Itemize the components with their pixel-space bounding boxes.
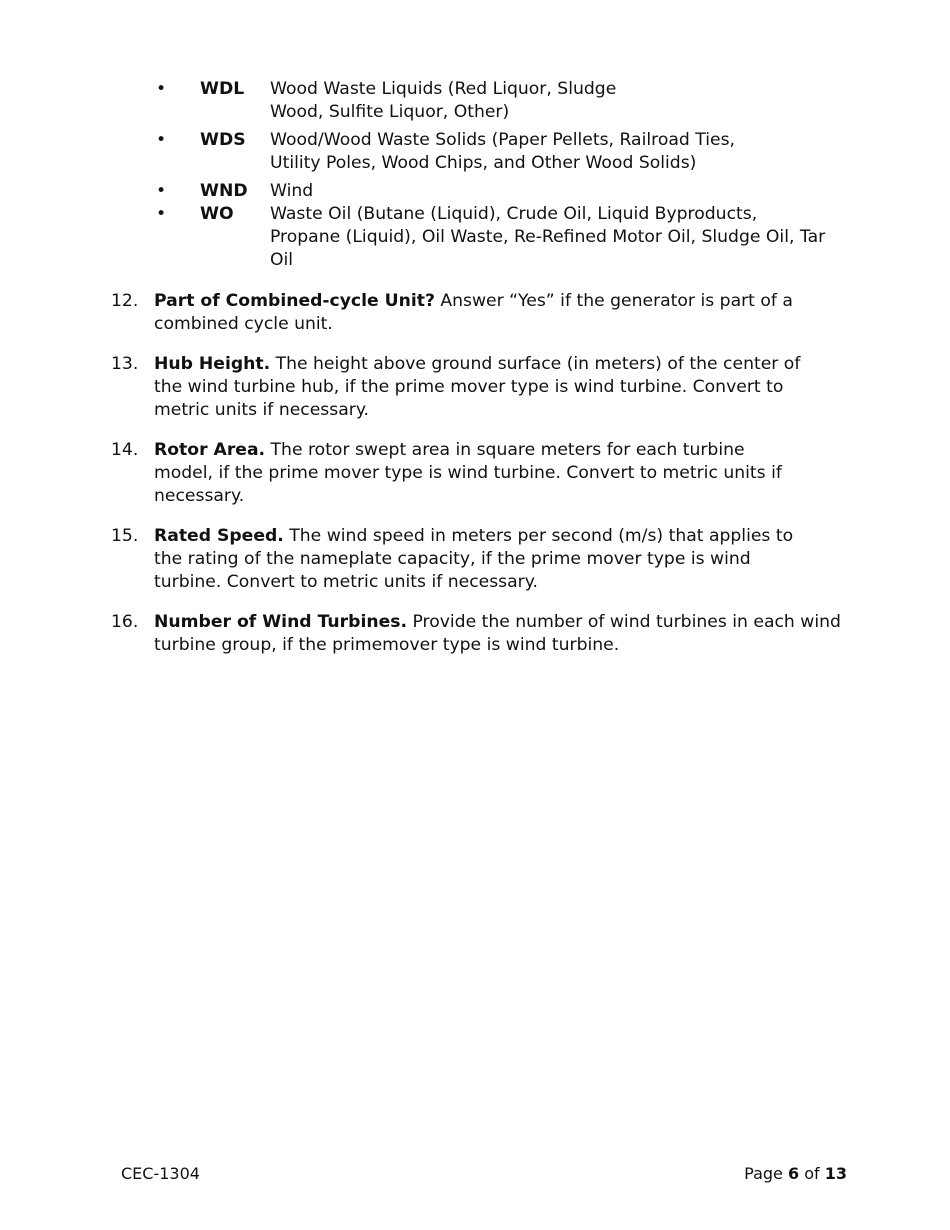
item-first-line — [154, 525, 844, 548]
item-text — [154, 290, 844, 336]
fuel-description — [270, 203, 830, 272]
of-word: of — [804, 1164, 820, 1183]
item-number: 15. — [111, 526, 139, 546]
item-text — [154, 611, 844, 657]
item-first-line — [154, 439, 844, 462]
description-line: Wind — [270, 181, 314, 201]
fuel-description — [270, 129, 830, 175]
item-line: Provide the number of wind turbines in each wind — [407, 612, 841, 632]
item-line: turbine. Convert to metric units if necessary. — [154, 572, 538, 592]
page-indicator — [744, 1163, 847, 1185]
item-number: 13. — [111, 354, 139, 374]
bullet — [156, 78, 168, 101]
item-title: Rated Speed. — [154, 526, 284, 546]
page-total: 13 — [824, 1164, 847, 1183]
item-line: The rotor swept area in square meters for each turbine — [265, 440, 745, 460]
item-number: 16. — [111, 612, 139, 632]
item-number: 14. — [111, 440, 139, 460]
item-text — [154, 525, 844, 594]
item-line: The height above ground surface (in meters) of the center of — [270, 354, 801, 374]
description-line: Wood Waste Liquids (Red Liquor, Sludge — [270, 79, 617, 99]
fuel-code: WO — [200, 204, 234, 224]
item-line: necessary. — [154, 486, 245, 506]
page-word: Page — [744, 1164, 783, 1183]
item-line: The wind speed in meters per second (m/s) that applies to — [283, 526, 794, 546]
item-line: the rating of the nameplate capacity, if the prime mover type is wind — [154, 549, 751, 569]
description-line: Utility Poles, Wood Chips, and Other Wood Solids) — [270, 153, 697, 173]
item-line: model, if the prime mover type is wind turbine. Convert to metric units if — [154, 463, 782, 483]
fuel-description — [270, 78, 830, 124]
item-text — [154, 439, 844, 508]
item-title: Rotor Area. — [154, 440, 266, 460]
item-first-line — [154, 611, 844, 634]
item-title: Hub Height. — [154, 354, 271, 374]
description-line: Wood/Wood Waste Solids (Paper Pellets, Railroad Ties, — [270, 130, 735, 150]
item-text — [154, 353, 844, 422]
item-line: the wind turbine hub, if the prime mover type is wind turbine. Convert to — [154, 377, 784, 397]
description-line: Waste Oil (Butane (Liquid), Crude Oil, Liquid Byproducts, — [270, 204, 758, 224]
fuel-description — [270, 180, 830, 203]
bullet — [156, 129, 168, 152]
item-number: 12. — [111, 291, 139, 311]
fuel-code: WDS — [200, 130, 246, 150]
bullet — [156, 180, 168, 203]
item-first-line — [154, 290, 844, 313]
page-current: 6 — [787, 1164, 800, 1183]
description-line: Wood, Sulfite Liquor, Other) — [270, 102, 510, 122]
item-line: turbine group, if the primemover type is wind turbine. — [154, 635, 620, 655]
item-title: Number of Wind Turbines. — [154, 612, 407, 632]
item-line: combined cycle unit. — [154, 314, 333, 334]
item-title: Part of Combined-cycle Unit? — [154, 291, 435, 311]
fuel-code: WND — [200, 181, 248, 201]
bullet — [156, 203, 168, 226]
item-line: metric units if necessary. — [154, 400, 370, 420]
description-line: Propane (Liquid), Oil Waste, Re-Refined Motor Oil, Sludge Oil, Tar — [270, 227, 826, 247]
fuel-code: WDL — [200, 79, 245, 99]
form-id: CEC-1304 — [121, 1164, 200, 1183]
item-first-line — [154, 353, 844, 376]
item-line: Answer “Yes” if the generator is part of a — [434, 291, 793, 311]
description-line: Oil — [270, 250, 294, 270]
